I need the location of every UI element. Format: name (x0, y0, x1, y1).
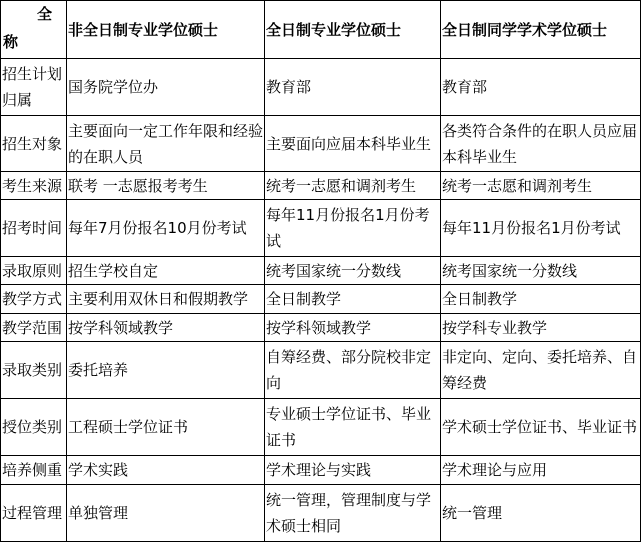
table-row (1, 485, 641, 542)
row-label: 培养侧重 (1, 456, 67, 485)
table-cell: 主要面向应届本科毕业生 (265, 116, 441, 172)
corner-cell (1, 1, 67, 59)
table-cell: 主要利用双休日和假期教学 (67, 285, 265, 314)
table-row (1, 59, 641, 116)
table-cell: 学术硕士学位证书、毕业证书 (441, 399, 641, 456)
table-cell: 统考一志愿和调剂考生 (441, 172, 641, 200)
row-label: 招生计划归属 (1, 59, 67, 116)
row-label: 录取原则 (1, 257, 67, 285)
table-cell: 按学科领域教学 (67, 314, 265, 342)
table-cell: 统一管理 (441, 485, 641, 542)
table-cell: 统考国家统一分数线 (265, 257, 441, 285)
table-row (1, 116, 641, 172)
table-cell: 统考国家统一分数线 (441, 257, 641, 285)
table-cell: 按学科专业教学 (441, 314, 641, 342)
column-header: 非全日制专业学位硕士 (67, 1, 265, 59)
table-cell: 全日制教学 (441, 285, 641, 314)
table-row (1, 314, 641, 342)
column-header: 全日制同学学术学位硕士 (441, 1, 641, 59)
row-label: 招生对象 (1, 116, 67, 172)
table-cell: 每年7月份报名10月份考试 (67, 200, 265, 257)
table-row (1, 399, 641, 456)
table-cell: 学术理论与应用 (441, 456, 641, 485)
table-cell: 统考一志愿和调剂考生 (265, 172, 441, 200)
table-cell: 学术理论与实践 (265, 456, 441, 485)
table-cell: 非定向、定向、委托培养、自筹经费 (441, 342, 641, 399)
row-label: 招考时间 (1, 200, 67, 257)
table-cell: 主要面向一定工作年限和经验的在职人员 (67, 116, 265, 172)
table-cell: 统一管理，管理制度与学术硕士相同 (265, 485, 441, 542)
table-cell: 教育部 (441, 59, 641, 116)
table-cell: 每年11月份报名1月份考试 (265, 200, 441, 257)
table-cell: 联考 一志愿报考考生 (67, 172, 265, 200)
table-cell: 专业硕士学位证书、毕业证书 (265, 399, 441, 456)
row-label: 教学方式 (1, 285, 67, 314)
row-label: 授位类别 (1, 399, 67, 456)
table-cell: 工程硕士学位证书 (67, 399, 265, 456)
table-row (1, 342, 641, 399)
row-label: 录取类别 (1, 342, 67, 399)
row-label: 教学范围 (1, 314, 67, 342)
table-cell: 学术实践 (67, 456, 265, 485)
row-label: 考生来源 (1, 172, 67, 200)
table-cell: 招生学校自定 (67, 257, 265, 285)
table-row (1, 172, 641, 200)
table-cell: 单独管理 (67, 485, 265, 542)
table-cell: 教育部 (265, 59, 441, 116)
table-cell: 自筹经费、部分院校非定向 (265, 342, 441, 399)
corner-top-text: 全 (37, 5, 53, 23)
row-label: 过程管理 (1, 485, 67, 542)
table-row (1, 285, 641, 314)
table-row (1, 257, 641, 285)
table-row (1, 456, 641, 485)
table-cell: 国务院学位办 (67, 59, 265, 116)
table-row (1, 200, 641, 257)
column-header: 全日制专业学位硕士 (265, 1, 441, 59)
table-cell: 全日制教学 (265, 285, 441, 314)
corner-bottom-text: 称 (3, 33, 19, 51)
header-row (1, 1, 641, 59)
table-cell: 按学科领域教学 (265, 314, 441, 342)
table-cell: 各类符合条件的在职人员应届本科毕业生 (441, 116, 641, 172)
table-cell: 每年11月份报名1月份考试 (441, 200, 641, 257)
table-cell: 委托培养 (67, 342, 265, 399)
